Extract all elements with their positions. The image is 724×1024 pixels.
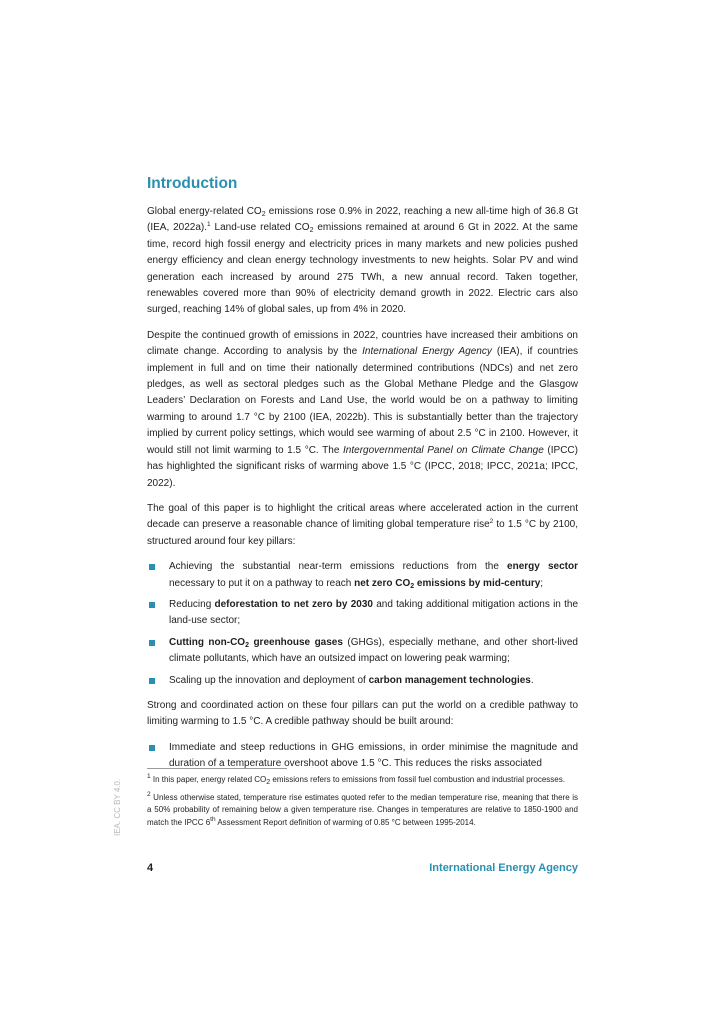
paragraph-2: Despite the continued growth of emissions in 2022, countries have increased their ambitions on climate change. According to analysis by the International Energy Agency (IEA), if countries implement in full and on time their nationally determined contributions (NDCs) and net zero pledges, as well as sectoral pledges such as the Global Methane Pledge and the Glasgow Leaders’ Declaration on Forests and Land Use, the world would be on a pathway to limiting warming to around 1.7 °C by 2100 (IEA, 2022b). This is substantially better than the trajectory implied by current policy settings, which would see warming of about 2.5 °C in 2100. However, it would still not limit warming to 1.5 °C. The Intergovernmental Panel on Climate Change (IPCC) has highlighted the significant risks of warming above 1.5 °C (IPCC, 2018; IPCC, 2021a; IPCC, 2022). <box>147 329 579 489</box>
list-item: Achieving the substantial near-term emissions reductions from the energy sector necessary to put it on a pathway to reach net zero $CO_2$ emissions by mid-century; <box>147 559 578 592</box>
footnote-divider <box>147 768 287 769</box>
footnote-1: $^1$ In this paper, energy related $CO_2$ emissions refers to emissions from fossil fuel combustion and industrial processes. <box>147 773 565 786</box>
footnote-ref-1[interactable]: 1 <box>207 221 211 229</box>
main-content <box>147 174 578 782</box>
square-bullet-icon <box>149 640 155 646</box>
list-item: Immediate and steep reductions in GHG emissions, in order minimise the magnitude and duration of a temperature overshoot above 1.5 °C. This reduces the risks associated <box>147 740 578 773</box>
organization-name: International Energy Agency <box>429 862 578 874</box>
square-bullet-icon <box>149 745 155 751</box>
list-item: Scaling up the innovation and deployment of carbon management technologies. <box>147 673 578 689</box>
footnote-2: $^2$ Unless otherwise stated, temperature rise estimates quoted refer to the median temperature rise, meaning that there is a 50% probability of remaining below a given temperature rise. Changes in temperatures are relative to 1850-1900 and match the IPCC 6th Assessment Report definition of warming of 0.85 °C between 1995-2014. <box>147 790 578 827</box>
license-container <box>113 778 170 845</box>
pillars-list <box>147 559 578 689</box>
page-number: 4 <box>147 862 154 874</box>
footnotes <box>147 768 578 834</box>
square-bullet-icon <box>149 564 155 570</box>
section-heading: Introduction <box>147 175 238 192</box>
paragraph-1: Global energy-related $CO_2$ emissions rose 0.9% in 2022, reaching a new all-time high of 36.8 Gt (IEA, 2022a).$^1$ Land-use related $CO_2$ emissions remained at around 6 Gt in 2022. At the same time, record high fossil energy and electricity prices in many markets and new policies pushed energy efficiency and clean energy technology investments to new heights. Solar PV and wind generation each increased by around 275 TWh, a new annual record. Taken together, renewables covered more than 90% of electricity demand growth in 2022. Electric cars also surged, reaching 14% of global sales, up from 4% in 2020. <box>147 206 578 316</box>
footnote-ref-2[interactable]: 2 <box>489 518 494 526</box>
license-text: IEA. CC BY 4.0. <box>113 778 122 836</box>
paragraph-4: Strong and coordinated action on these four pillars can put the world on a credible pathway to limiting warming to 1.5 °C. A credible pathway should be built around: <box>147 699 578 728</box>
paragraph-3: The goal of this paper is to highlight the critical areas where accelerated action in the current decade can preserve a reasonable chance of limiting global temperature rise$^2$ to 1.5 °C by 2100, structured around four key pillars: <box>147 502 578 547</box>
square-bullet-icon <box>149 602 155 608</box>
list-item: Cutting non-$CO_2$ greenhouse gases (GHGs), especially methane, and other short-lived climate pollutants, which have an outsized impact on lowering peak warming; <box>147 635 578 668</box>
list-item: Reducing deforestation to net zero by 2030 and taking additional mitigation actions in the land-use sector; <box>147 597 578 630</box>
square-bullet-icon <box>149 678 155 684</box>
